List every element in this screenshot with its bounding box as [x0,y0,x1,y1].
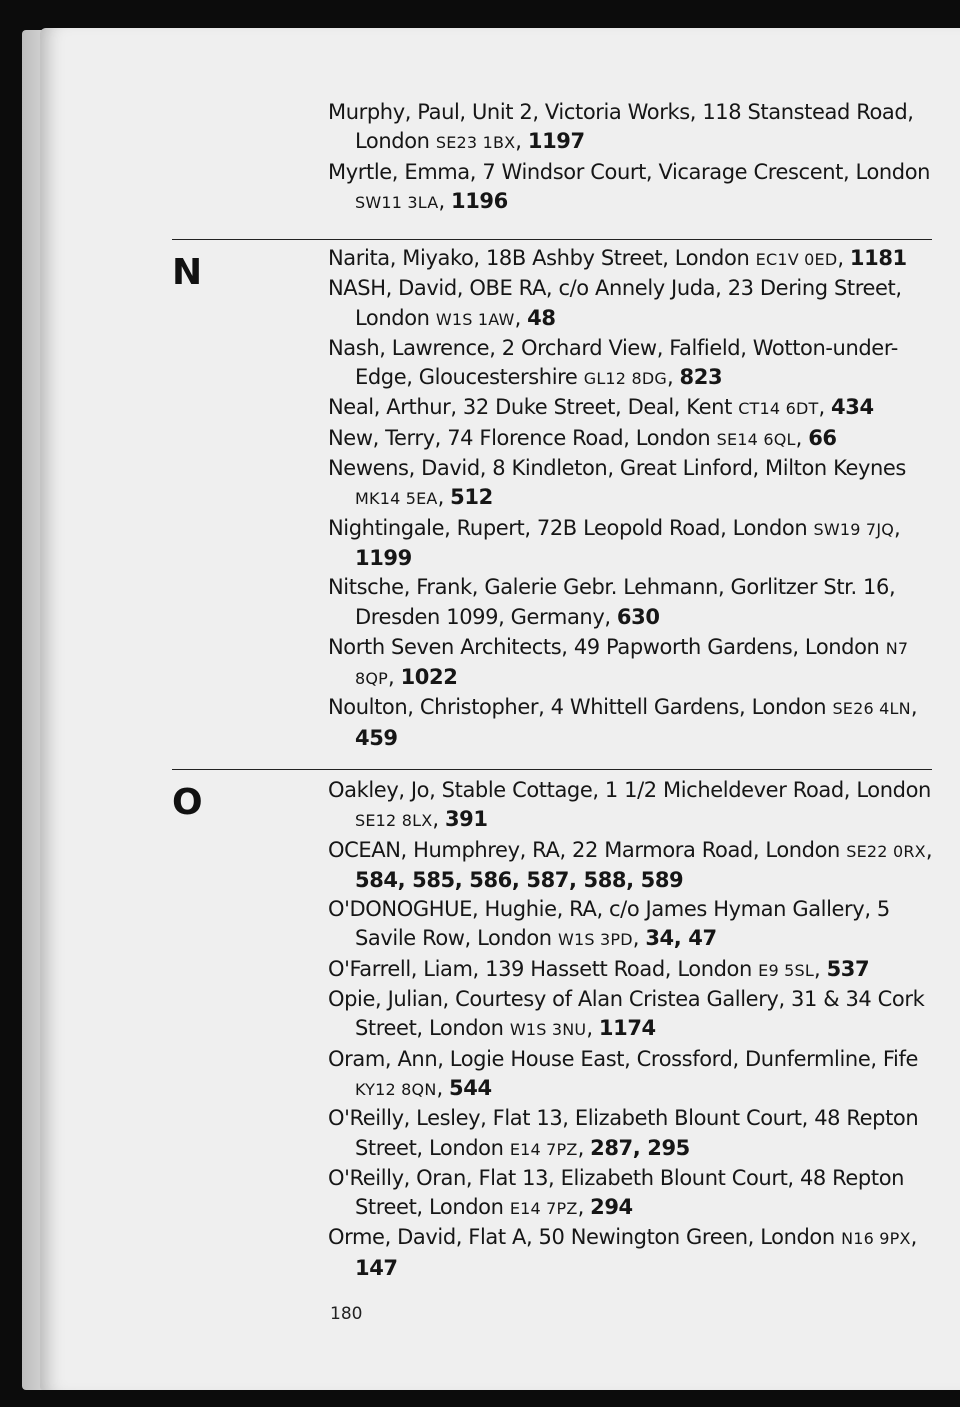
section-entries-o [328,776,948,1283]
index-entry: Oakley, Jo, Stable Cottage, 1 1/2 Micheldever Road, London SE12 8LX, 391 [328,778,931,832]
index-entry: New, Terry, 74 Florence Road, London SE14 6QL, 66 [328,425,837,450]
index-entry: OCEAN, Humphrey, RA, 22 Marmora Road, London SE22 0RX, 584, 585, 586, 587, 588, 589 [328,837,933,892]
index-entry: O'DONOGHUE, Hughie, RA, c/o James Hyman Gallery, 5 Savile Row, London W1S 3PD, 34, 47 [328,897,890,951]
section-letter: O [172,782,202,823]
section-entries-n [328,244,948,753]
index-entry: Neal, Arthur, 32 Duke Street, Deal, Kent CT14 6DT, 434 [328,395,874,420]
carryover-entries [328,98,948,217]
index-entry: O'Reilly, Oran, Flat 13, Elizabeth Blount Court, 48 Repton Street, London E14 7PZ, 294 [328,1165,905,1220]
section-letter: N [172,252,202,293]
index-entry: O'Reilly, Lesley, Flat 13, Elizabeth Blount Court, 48 Repton Street, London E14 7PZ, 287, 295 [328,1106,919,1160]
index-entry: Oram, Ann, Logie House East, Crossford, Dunfermline, Fife KY12 8QN, 544 [328,1046,918,1100]
section-divider [172,769,932,770]
page-number: 180 [330,1304,363,1324]
index-entry: Noulton, Christopher, 4 Whittell Gardens, London SE26 4LN, 459 [328,695,918,750]
index-entry: North Seven Architects, 49 Papworth Gardens, London N7 8QP, 1022 [328,634,909,690]
book-page [40,28,960,1390]
index-entry: Nash, Lawrence, 2 Orchard View, Falfield, Wotton-under-Edge, Gloucestershire GL12 8DG, 823 [328,335,898,390]
index-entry: Narita, Miyako, 18B Ashby Street, London EC1V 0ED, 1181 [328,246,907,270]
index-entry: Orme, David, Flat A, 50 Newington Green, London N16 9PX, 147 [328,1225,917,1280]
index-entry: Nightingale, Rupert, 72B Leopold Road, London SW19 7JQ, 1199 [328,515,901,570]
index-entry: Murphy, Paul, Unit 2, Victoria Works, 118 Stanstead Road, London SE23 1BX, 1197 [328,100,914,154]
index-entry: Myrtle, Emma, 7 Windsor Court, Vicarage Crescent, London SW11 3LA, 1196 [328,159,931,213]
index-entry: O'Farrell, Liam, 139 Hassett Road, London E9 5SL, 537 [328,956,870,981]
index-entry: NASH, David, OBE RA, c/o Annely Juda, 23 Dering Street, London W1S 1AW, 48 [328,276,902,330]
index-entry: Newens, David, 8 Kindleton, Great Linford, Milton Keynes MK14 5EA, 512 [328,456,906,510]
index-entry: Opie, Julian, Courtesy of Alan Cristea Gallery, 31 & 34 Cork Street, London W1S 3NU, 1174 [328,987,925,1041]
index-entry: Nitsche, Frank, Galerie Gebr. Lehmann, Gorlitzer Str. 16, Dresden 1099, Germany, 630 [328,575,896,629]
section-divider [172,239,932,240]
